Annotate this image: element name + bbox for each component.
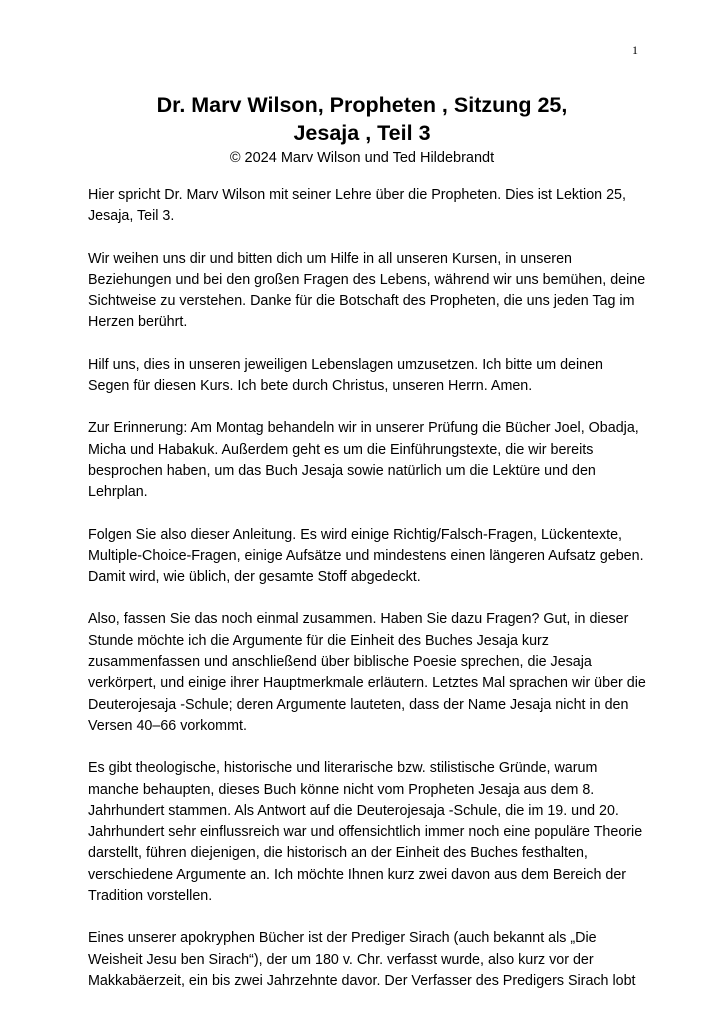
paragraph-intro: Hier spricht Dr. Marv Wilson mit seiner Lehre über die Propheten. Dies ist Lektion 25, Jesaja, Teil 3. [88, 187, 626, 225]
document-title-line-1: Dr. Marv Wilson, Propheten , Sitzung 25, [156, 93, 568, 117]
document-title-line-2: Jesaja , Teil 3 [293, 121, 431, 145]
paragraph-prayer-close: Hilf uns, dies in unseren jeweiligen Lebenslagen umzusetzen. Ich bitte um deinen Segen für diesen Kurs. Ich bete durch Christus, unseren Herrn. Amen. [88, 356, 604, 395]
paragraph-sirach: Eines unserer apokryphen Bücher ist der Prediger Sirach (auch bekannt als „Die Weisheit Jesu ben Sirach“), der um 180 v. Chr. verfasst wurde, also kurz vor der Makkabäerzeit, ein bis zwei Jahrzehnte davor. Der Verfasser des Predigers Sirach lobt [88, 930, 636, 989]
page-number: 1 [632, 43, 638, 57]
copyright-notice: © 2024 Marv Wilson und Ted Hildebrandt [229, 150, 495, 166]
paragraph-summary: Also, fassen Sie das noch einmal zusammen. Haben Sie dazu Fragen? Gut, in dieser Stunde möchte ich die Argumente für die Einheit des Buches Jesaja kurz zusammenfassen und anschließend über biblische Poesie sprechen, die Jesaja verkörpert, und einige ihrer Hauptmerkmale erläutern. Letztes Mal sprachen wir über die Deuterojesaja -Schule; deren Argumente lauteten, dass der Name Jesaja nicht in den Versen 40–66 vorkommt. [88, 611, 646, 734]
paragraph-exam-reminder: Zur Erinnerung: Am Montag behandeln wir in unserer Prüfung die Bücher Joel, Obadja, Micha und Habakuk. Außerdem geht es um die Einführungstexte, die wir bereits besprochen haben, um das Buch Jesaja sowie natürlich um die Lektüre und den Lehrplan. [88, 420, 639, 501]
paragraph-exam-format: Folgen Sie also dieser Anleitung. Es wird einige Richtig/Falsch-Fragen, Lückentexte, Multiple-Choice-Fragen, einige Aufsätze und mindestens einen längeren Aufsatz geben. Damit wird, wie üblich, der gesamte Stoff abgedeckt. [88, 526, 644, 586]
paragraph-prayer: Wir weihen uns dir und bitten dich um Hilfe in all unseren Kursen, in unseren Beziehungen und bei den großen Fragen des Lebens, während wir uns bemühen, deine Sichtweise zu verstehen. Danke für die Botschaft des Propheten, die uns jeden Tag im Herzen berührt. [88, 250, 646, 331]
document-header [60, 91, 664, 168]
paragraph-unity-arguments: Es gibt theologische, historische und literarische bzw. stilistische Gründe, warum manche behaupten, dieses Buch könne nicht vom Propheten Jesaja aus dem 8. Jahrhundert stammen. Als Antwort auf die Deuterojesaja -Schule, die im 19. und 20. Jahrhundert sehr einflussreich war und offensichtlich immer noch eine populäre Theorie darstellt, führen diejenigen, die historisch an der Einheit des Buches festhalten, verschiedene Argumente an. Ich möchte Ihnen kurz zwei davon aus dem Bereich der Tradition vorstellen. [88, 760, 643, 905]
document-body [88, 185, 648, 1013]
